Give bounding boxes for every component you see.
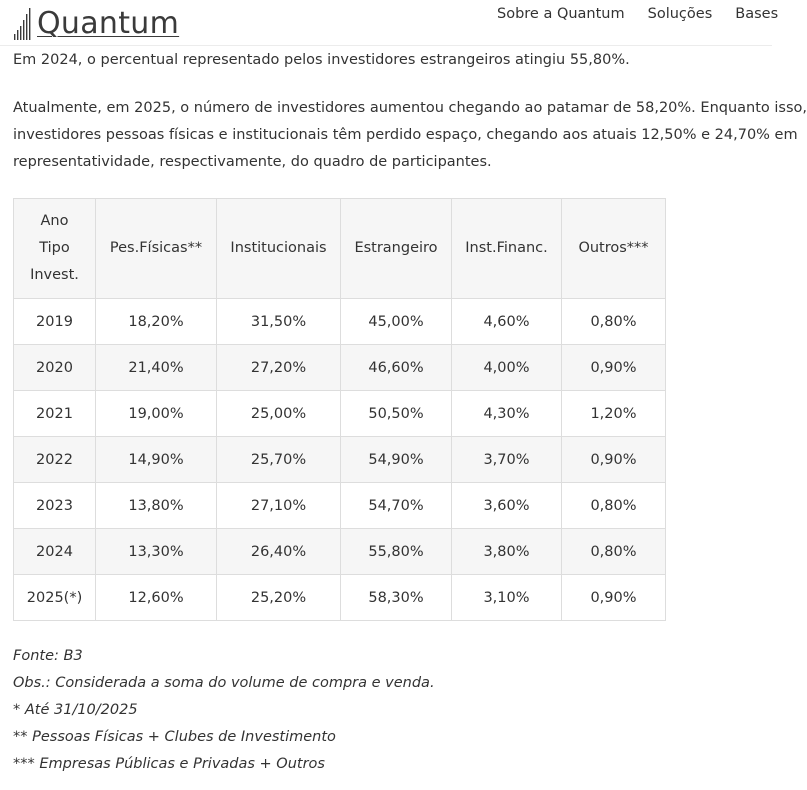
cell-institucionais: 27,10% — [217, 483, 341, 529]
logo-text: Quantum — [37, 6, 180, 41]
cell-pes-fisicas: 21,40% — [96, 345, 217, 391]
table-row — [14, 391, 666, 437]
cell-outros: 0,90% — [562, 345, 666, 391]
cell-institucionais: 25,00% — [217, 391, 341, 437]
header-pes-fisicas: Pes.Físicas** — [96, 199, 217, 299]
note-pes-fisicas: ** Pessoas Físicas + Clubes de Investimento — [13, 729, 336, 745]
paragraph-2025 — [13, 95, 807, 176]
cell-institucionais: 25,20% — [217, 575, 341, 621]
cell-institucionais: 27,20% — [217, 345, 341, 391]
cell-inst-financ: 4,30% — [452, 391, 562, 437]
table-footnotes — [13, 643, 435, 778]
cell-estrangeiro: 55,80% — [341, 529, 452, 575]
nav-solucoes[interactable]: Soluções — [647, 6, 713, 22]
cell-pes-fisicas: 19,00% — [96, 391, 217, 437]
cell-outros: 0,80% — [562, 529, 666, 575]
note-source: Fonte: B3 — [13, 648, 83, 664]
table-row — [14, 483, 666, 529]
paragraph-2025-line-2: investidores pessoas físicas e institucionais têm perdido espaço, chegando aos atuais 12,50% e 24,70% em — [13, 127, 798, 143]
cell-institucionais: 25,70% — [217, 437, 341, 483]
bar-chart-logo-icon — [13, 8, 35, 40]
cell-pes-fisicas: 13,80% — [96, 483, 217, 529]
cell-year: 2020 — [14, 345, 96, 391]
quantum-logo[interactable] — [13, 0, 179, 40]
header-institucionais: Institucionais — [217, 199, 341, 299]
nav-bases[interactable]: Bases — [735, 6, 779, 22]
cell-estrangeiro: 54,90% — [341, 437, 452, 483]
header-outros: Outros*** — [562, 199, 666, 299]
cell-estrangeiro: 50,50% — [341, 391, 452, 437]
corner-label-invest: Invest. — [30, 267, 79, 283]
cell-pes-fisicas: 12,60% — [96, 575, 217, 621]
cell-inst-financ: 3,70% — [452, 437, 562, 483]
cell-inst-financ: 3,80% — [452, 529, 562, 575]
investor-participation-table — [13, 198, 666, 621]
table-row — [14, 437, 666, 483]
cell-estrangeiro: 58,30% — [341, 575, 452, 621]
cell-pes-fisicas: 14,90% — [96, 437, 217, 483]
cell-estrangeiro: 46,60% — [341, 345, 452, 391]
top-navigation-bar — [0, 0, 779, 46]
paragraph-2025-line-1: Atualmente, em 2025, o número de investidores aumentou chegando ao patamar de 58,20%. Enquanto isso, — [13, 100, 807, 116]
cell-pes-fisicas: 18,20% — [96, 299, 217, 345]
table-row — [14, 575, 666, 621]
table-row — [14, 299, 666, 345]
paragraph-2025-line-3: representatividade, respectivamente, do quadro de participantes. — [13, 154, 492, 170]
cell-year: 2025(*) — [14, 575, 96, 621]
cell-inst-financ: 4,60% — [452, 299, 562, 345]
table-row — [14, 345, 666, 391]
cell-institucionais: 26,40% — [217, 529, 341, 575]
cell-inst-financ: 3,60% — [452, 483, 562, 529]
cell-institucionais: 31,50% — [217, 299, 341, 345]
corner-label-ano: Ano — [40, 213, 69, 229]
cell-outros: 0,80% — [562, 299, 666, 345]
cell-pes-fisicas: 13,30% — [96, 529, 217, 575]
paragraph-2024: Em 2024, o percentual representado pelos investidores estrangeiros atingiu 55,80%. — [13, 52, 630, 68]
header-corner-cell — [14, 199, 96, 299]
table-row — [14, 529, 666, 575]
cell-outros: 0,80% — [562, 483, 666, 529]
note-date: * Até 31/10/2025 — [13, 702, 138, 718]
cell-year: 2019 — [14, 299, 96, 345]
cell-estrangeiro: 45,00% — [341, 299, 452, 345]
note-observation: Obs.: Considerada a soma do volume de compra e venda. — [13, 675, 435, 691]
nav-sobre-a-quantum[interactable]: Sobre a Quantum — [497, 6, 625, 22]
table-header-row — [14, 199, 666, 299]
cell-outros: 0,90% — [562, 437, 666, 483]
header-inst-financ: Inst.Financ. — [452, 199, 562, 299]
cell-inst-financ: 4,00% — [452, 345, 562, 391]
cell-year: 2023 — [14, 483, 96, 529]
cell-year: 2022 — [14, 437, 96, 483]
main-nav — [497, 6, 801, 22]
corner-label-tipo: Tipo — [39, 240, 70, 256]
cell-estrangeiro: 54,70% — [341, 483, 452, 529]
cell-year: 2021 — [14, 391, 96, 437]
note-outros: *** Empresas Públicas e Privadas + Outros — [13, 756, 325, 772]
cell-year: 2024 — [14, 529, 96, 575]
header-estrangeiro: Estrangeiro — [341, 199, 452, 299]
cell-inst-financ: 3,10% — [452, 575, 562, 621]
cell-outros: 1,20% — [562, 391, 666, 437]
cell-outros: 0,90% — [562, 575, 666, 621]
